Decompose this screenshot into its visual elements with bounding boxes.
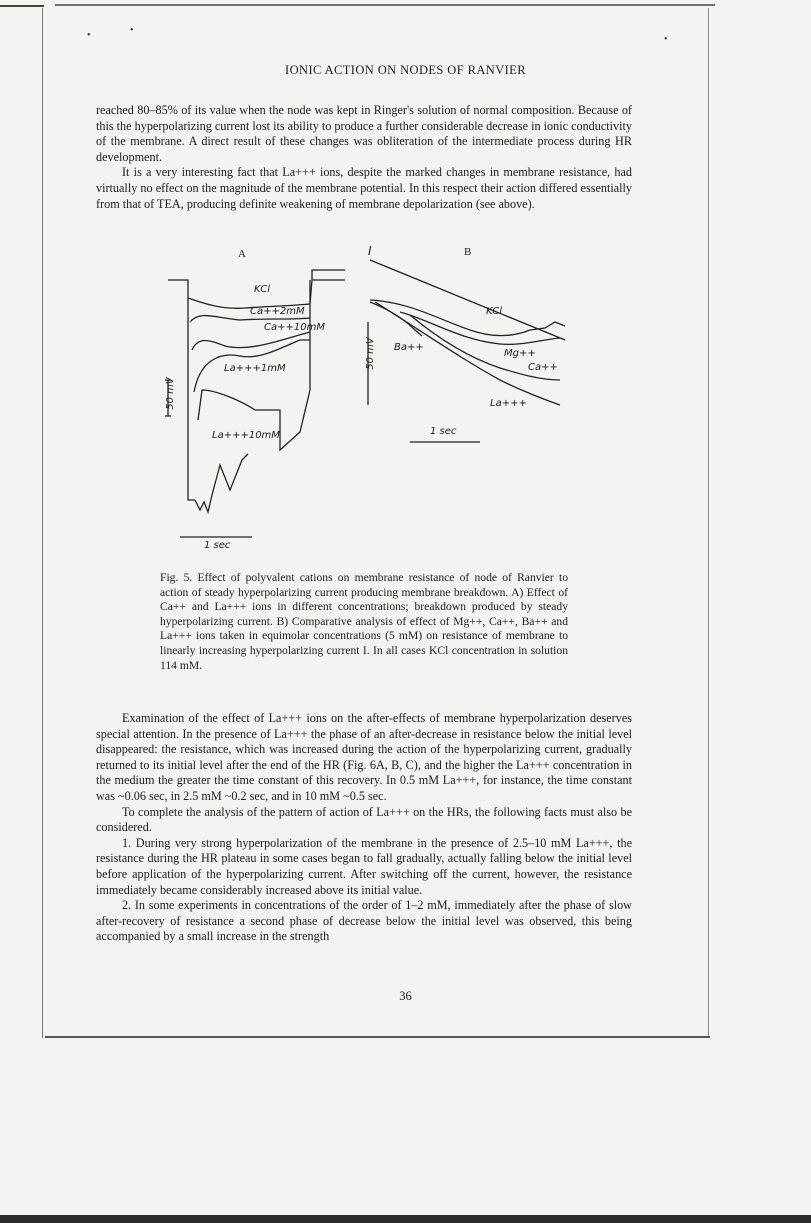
scan-speck: • — [664, 34, 668, 45]
trace-label-b-kcl: KCl — [486, 306, 503, 317]
trace-label-b-la: La+++ — [490, 398, 527, 409]
trace-a-la-10mm-tail — [195, 454, 248, 512]
page-number: 36 — [399, 989, 412, 1003]
scan-edge-mark — [0, 5, 44, 7]
paragraph: 1. During very strong hyperpolarization of the membrane in the presence of 2.5–10 mM La+++, the resistance during the HR plateau in some cases began to fall gradually, actually falling below the initial level before application of the hyperpolarizing current. After switching off the current, however, the resistance immediately became considerably increased above its initial value. — [96, 835, 632, 897]
top-rule — [55, 4, 715, 6]
figure-5 — [160, 240, 580, 560]
trace-label-b-ca: Ca++ — [528, 362, 558, 373]
trace-label-b-mg: Mg++ — [504, 348, 536, 359]
scale-label-b-time: 1 sec — [430, 426, 457, 437]
trace-label-a-kcl: KCl — [254, 284, 271, 295]
body-text-top — [96, 103, 632, 212]
trace-b-current-ramp — [370, 260, 565, 340]
paragraph: reached 80–85% of its value when the node was kept in Ringer's solution of normal composition. Because of this the hyperpolarizing current lost its ability to produce a further considerable decrease in ionic conductivity of the membrane. A direct result of these changes was obliteration of the intermediate process during HR development. — [96, 103, 632, 164]
scan-speck: • — [130, 25, 134, 36]
bottom-rule — [45, 1036, 710, 1038]
scale-label-a-voltage: 50 mV — [164, 377, 176, 410]
trace-label-a-ca-2mm: Ca++2mM — [250, 306, 305, 317]
body-text-bottom — [96, 711, 632, 945]
trace-label-a-la-10mm: La+++10mM — [212, 430, 280, 441]
paragraph: 2. In some experiments in concentrations of the order of 1–2 mM, immediately after the phase of slow after-recovery of resistance a second phase of decrease below the initial level was observed, this being accompanied by a small increase in the strength — [96, 898, 632, 944]
paragraph: It is a very interesting fact that La+++ ions, despite the marked changes in membrane resistance, had virtually no effect on the magnitude of the membrane potential. In this respect their action differed essentially from that of TEA, producing definite weakening of membrane depolarization (see above). — [96, 165, 632, 211]
scale-label-a-time: 1 sec — [204, 540, 231, 551]
trace-a-ca-10mm — [192, 332, 310, 350]
right-margin-line — [708, 8, 709, 1038]
trace-label-b-ba: Ba++ — [394, 342, 424, 353]
panel-a-label: A — [238, 248, 246, 260]
trace-label-a-la-1mm: La+++1mM — [224, 363, 286, 374]
trace-label-a-ca-10mm: Ca++10mM — [264, 322, 325, 333]
panel-b-label: B — [464, 246, 472, 258]
current-label: I — [368, 244, 372, 258]
scan-bottom-edge — [0, 1215, 811, 1223]
scale-label-b-voltage: 50 mV — [364, 337, 376, 370]
paragraph: Examination of the effect of La+++ ions on the after-effects of membrane hyperpolarization deserves special attention. In the presence of La+++ the phase of an after-decrease in resistance below the initial level disappeared: the resistance, which was increased during the action of the hyperpolarizing current, gradually returned to its initial level after the end of the HR (Fig. 6A, B, C), and the higher the La+++ concentration in the medium the greater the time constant of this recovery. In 0.5 mM La+++, for instance, the time constant was ~0.06 sec, in 2.5 mM ~0.2 sec, and in 10 mM ~0.5 sec. — [96, 711, 632, 803]
scan-speck: • — [87, 30, 91, 41]
paragraph: To complete the analysis of the pattern of action of La+++ on the HRs, the following facts must also be considered. — [96, 804, 632, 835]
trace-a-top-step — [312, 270, 345, 280]
left-margin-line — [42, 8, 43, 1038]
figure-caption: Fig. 5. Effect of polyvalent cations on membrane resistance of node of Ranvier to action of steady hyperpolarizing current producing membrane breakdown. A) Effect of Ca++ and La+++ ions in different concentrations; breakdown produced by steady hyperpolarizing current. B) Comparative analysis of effect of Mg++, Ca++, Ba++ and La+++ ions taken in equimolar concentrations (5 mM) on resistance of membrane to linearly increasing hyperpolarizing current I. In all cases KCl concentration in solution 114 mM. — [160, 571, 568, 672]
running-head: IONIC ACTION ON NODES OF RANVIER — [285, 63, 526, 77]
